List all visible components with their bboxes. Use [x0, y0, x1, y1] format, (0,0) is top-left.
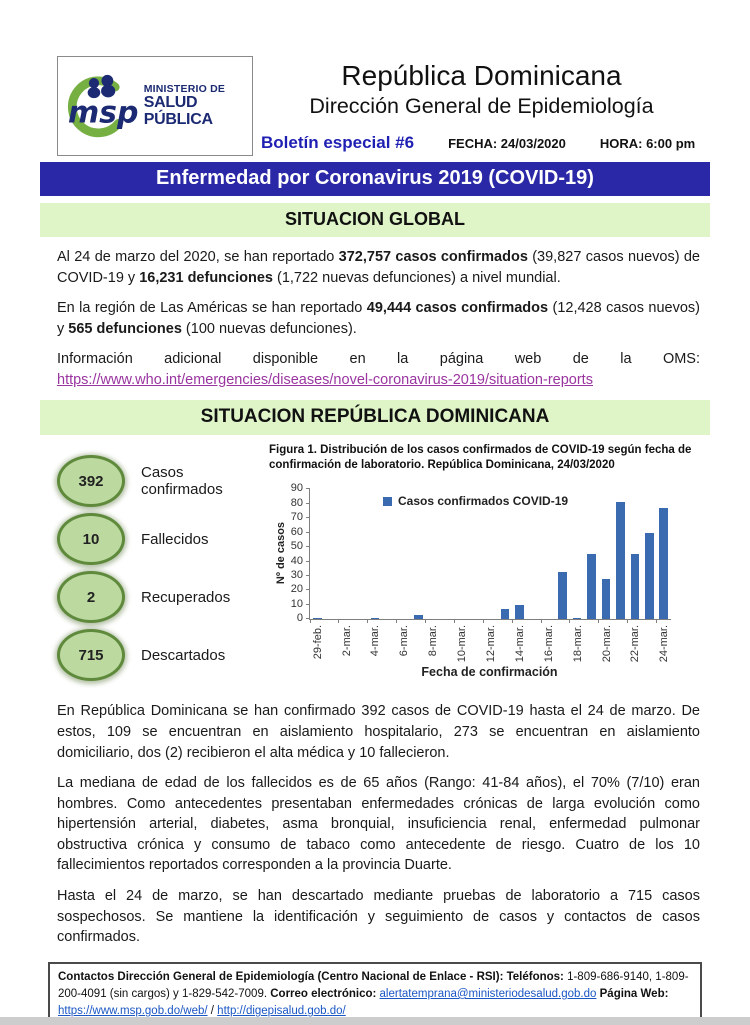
x-tick-label: 2-mar. — [340, 625, 353, 657]
text: Información adicional disponible en la página web de la OMS: — [57, 351, 700, 368]
x-tick-label: 24-mar. — [658, 625, 671, 663]
x-tick-mark — [454, 619, 455, 623]
ministry-name-line2: SALUD PÚBLICA — [143, 93, 213, 128]
text: En República Dominicana se han confirmado 392 casos de COVID-19 hasta el 24 de marzo. De estos, 109 se encuentran en aislamiento hospitalario, 273 se encuentran en aislamiento domiciliario, dos (2) recibieron el alta médica y 10 fallecieron. — [57, 703, 700, 761]
bar-19-mar. — [587, 554, 596, 619]
x-tick-mark — [541, 619, 542, 623]
y-tick-label: 90 — [290, 482, 303, 495]
banner-situacion-global: SITUACION GLOBAL — [40, 203, 710, 237]
stat-circle: 715 — [57, 629, 125, 681]
bar-22-mar. — [631, 554, 640, 619]
bold-text: Teléfonos: — [506, 970, 568, 983]
paragraph-rd-3 — [57, 886, 700, 948]
bottom-edge-strip — [0, 1017, 750, 1025]
text: Hasta el 24 de marzo, se han descartado mediante pruebas de laboratorio a 715 casos sospechosos. Se mantiene la identificación y seguimiento de casos y contactos de casos confirmados. — [57, 887, 700, 946]
bar-4-mar. — [371, 618, 380, 619]
y-tick-mark — [306, 517, 310, 518]
text: (39,827 casos nuevos) de COVID-19 y — [57, 249, 701, 286]
link[interactable]: https://www.msp.gob.do/web/ — [58, 1005, 208, 1018]
text: (100 nuevas defunciones). — [181, 320, 357, 337]
x-tick-mark — [656, 619, 657, 623]
bold-text: Página Web: — [599, 987, 669, 1000]
bar-29-feb. — [313, 618, 322, 619]
date-label: FECHA: 24/03/2020 — [448, 136, 566, 151]
meta-row — [253, 133, 710, 153]
y-tick-label: 30 — [290, 569, 303, 582]
y-tick-mark — [306, 532, 310, 533]
stat-label: Casos confirmados — [141, 464, 223, 499]
covid-bar-chart — [269, 477, 710, 689]
paragraph-global-3 — [57, 349, 700, 390]
y-tick-mark — [306, 589, 310, 590]
y-tick-mark — [306, 546, 310, 547]
bar-17-mar. — [558, 572, 567, 620]
stat-circle: 10 — [57, 513, 125, 565]
x-tick-label: 6-mar. — [398, 625, 411, 657]
svg-text:msp: msp — [67, 95, 139, 131]
x-tick-label: 14-mar. — [513, 625, 526, 663]
ministry-name-line1: MINISTERIO DE — [143, 82, 226, 95]
text: 1-809-686-9140, 1-809-200-4091 (sin cargos) y 1-829-542-7009. — [58, 970, 689, 1000]
title-block — [253, 56, 710, 156]
bar-7-mar. — [414, 615, 423, 619]
text: (12,428 casos nuevos) y — [57, 300, 700, 337]
page-subtitle: Dirección General de Epidemiología — [309, 94, 654, 118]
y-tick-label: 0 — [296, 612, 303, 625]
bulletin-label: Boletín especial #6 — [261, 133, 415, 152]
y-tick-label: 10 — [290, 597, 303, 610]
x-tick-label: 8-mar. — [427, 625, 440, 657]
msp-logo — [57, 56, 253, 156]
bold-text: 565 defunciones — [68, 320, 182, 337]
y-tick-mark — [306, 575, 310, 576]
stat-label: Fallecidos — [141, 530, 209, 548]
bold-text: 16,231 defunciones — [139, 269, 273, 286]
stat-label: Recuperados — [141, 588, 231, 606]
stat-row — [57, 571, 269, 623]
ministry-name — [144, 84, 248, 129]
bar-18-mar. — [573, 618, 582, 619]
x-tick-label: 4-mar. — [369, 625, 382, 657]
legend-label: Casos confirmados COVID-19 — [398, 494, 569, 509]
stat-label: Descartados — [141, 646, 226, 664]
banner-situacion-rd: SITUACION REPÚBLICA DOMINICANA — [40, 400, 710, 435]
y-tick-mark — [306, 604, 310, 605]
x-tick-label: 12-mar. — [485, 625, 497, 663]
x-tick-label: 29-feb. — [311, 625, 324, 660]
figure-column — [269, 443, 710, 689]
x-tick-mark — [425, 619, 426, 623]
stat-row — [57, 513, 269, 565]
y-tick-mark — [306, 561, 310, 562]
text: (1,722 nuevas defunciones) a nivel mundial. — [272, 269, 561, 286]
link[interactable]: https://www.who.int/emergencies/diseases/novel-coronavirus-2019/situation-reports — [57, 371, 593, 388]
x-tick-mark — [569, 619, 570, 623]
figure-section — [57, 443, 710, 689]
chart-plot — [290, 482, 671, 663]
stat-circle: 392 — [57, 455, 125, 507]
text: En la región de Las Américas se han reportado — [57, 300, 367, 317]
paragraph-rd-2 — [57, 773, 700, 876]
bold-text: 49,444 casos confirmados — [366, 300, 549, 317]
x-tick-label: 18-mar. — [571, 625, 584, 663]
time-label: HORA: 6:00 pm — [599, 136, 696, 151]
x-tick-label: 10-mar. — [456, 625, 469, 663]
stat-circle: 2 — [57, 571, 125, 623]
figure-caption: Figura 1. Distribución de los casos confirmados de COVID-19 según fecha de confirmación de laboratorio. República Dominicana, 24/03/2020 — [269, 444, 692, 472]
banner-covid-title: Enfermedad por Coronavirus 2019 (COVID-19) — [40, 162, 710, 196]
x-axis-label: Fecha de confirmación — [421, 665, 558, 680]
y-tick-mark — [306, 488, 310, 489]
y-tick-label: 80 — [290, 496, 303, 509]
footer-contacts — [48, 962, 702, 1025]
x-tick-mark — [598, 619, 599, 623]
text: Al 24 de marzo del 2020, se han reportado — [57, 249, 339, 265]
link[interactable]: http://digepisalud.gob.do/ — [217, 1005, 346, 1018]
x-tick-mark — [310, 619, 311, 623]
paragraph-global-1 — [57, 247, 700, 288]
link[interactable]: alertatemprana@ministeriodesalud.gob.do — [379, 987, 597, 1000]
bar-20-mar. — [602, 579, 611, 619]
stats-column — [57, 443, 269, 689]
text: La mediana de edad de los fallecidos es de 65 años (Rango: 41-84 años), el 70% (7/10) eran hombres. Como antecedentes presentaban enfermedades crónicas de larga evolución como hipertensión arterial, diabetes, asma bronquial, insuficiencia renal, enfermedad pulmonar obstructiva crónica y consumo de tabaco como antecedente de riesgo. Cuatro de los 10 fallecimientos reportados corresponden a la provincia Duarte. — [57, 775, 700, 874]
bar-24-mar. — [659, 508, 668, 619]
bar-21-mar. — [616, 502, 625, 619]
x-tick-mark — [396, 619, 397, 623]
stat-row — [57, 629, 269, 681]
msp-logo-icon — [64, 63, 140, 149]
bold-text: Correo electrónico: — [270, 987, 380, 1000]
x-tick-mark — [483, 619, 484, 623]
bold-text: 372,757 casos confirmados — [338, 249, 528, 265]
paragraph-rd-1 — [57, 701, 700, 763]
header — [40, 56, 710, 156]
paragraph-global-2 — [57, 298, 700, 339]
y-axis-label: Nº de casos — [275, 522, 287, 585]
bold-text: Contactos Dirección General de Epidemiología (Centro Nacional de Enlace - RSI): — [58, 970, 507, 983]
stat-row — [57, 455, 269, 507]
y-tick-label: 40 — [290, 554, 303, 567]
x-tick-mark — [367, 619, 368, 623]
bar-14-mar. — [515, 605, 524, 619]
y-tick-label: 60 — [290, 525, 303, 538]
y-tick-label: 50 — [290, 540, 303, 553]
x-tick-label: 16-mar. — [542, 625, 555, 663]
page-title: República Dominicana — [341, 60, 622, 91]
x-tick-mark — [512, 619, 513, 623]
bar-13-mar. — [501, 609, 510, 619]
y-tick-mark — [306, 503, 310, 504]
x-tick-label: 20-mar. — [600, 625, 613, 663]
y-tick-label: 20 — [290, 583, 303, 596]
x-tick-mark — [627, 619, 628, 623]
text: / — [207, 1005, 218, 1018]
bar-23-mar. — [645, 533, 654, 620]
y-tick-label: 70 — [290, 511, 303, 524]
x-tick-label: 22-mar. — [629, 625, 642, 663]
x-tick-mark — [338, 619, 339, 623]
